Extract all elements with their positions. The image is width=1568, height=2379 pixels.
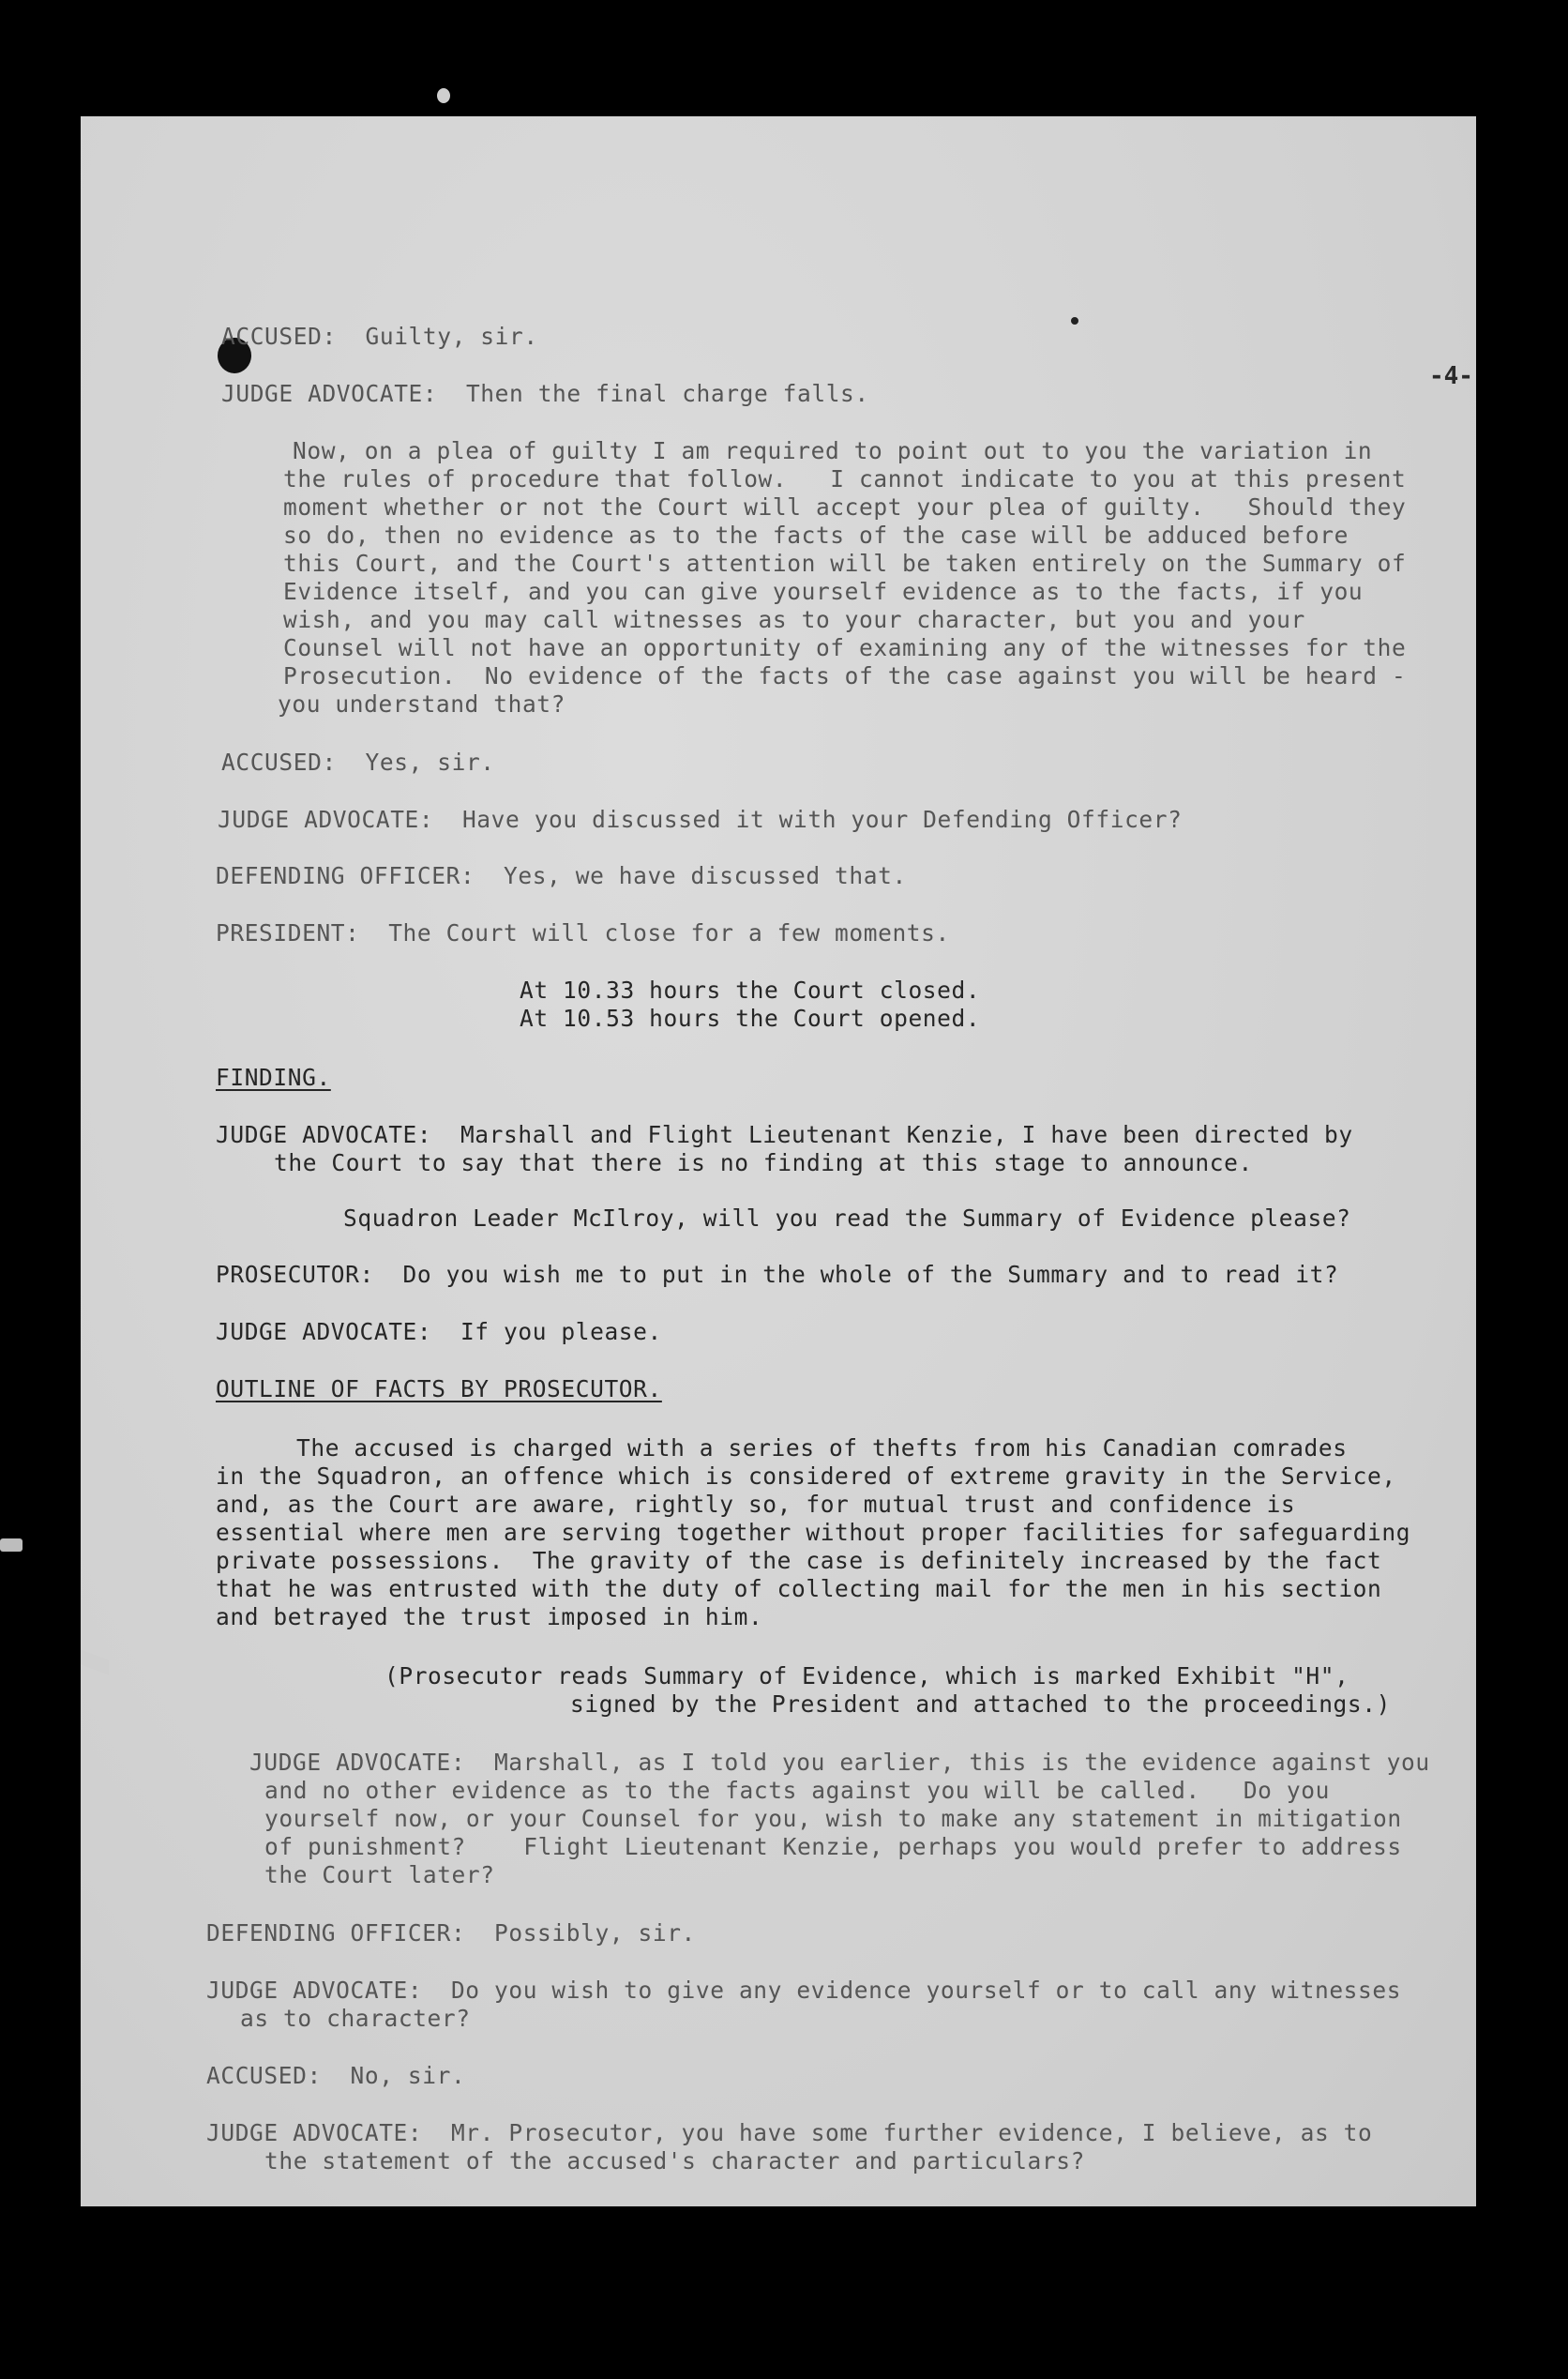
stage-direction-line: (Prosecutor reads Summary of Evidence, which is marked Exhibit "H", bbox=[384, 1662, 1349, 1690]
judge-advocate-line: JUDGE ADVOCATE: Mr. Prosecutor, you have some further evidence, I believe, as to bbox=[206, 2119, 1373, 2146]
outline-line: and betrayed the trust imposed in him. bbox=[216, 1603, 763, 1630]
judge-advocate-line-cont: the Court to say that there is no finding at this stage to announce. bbox=[274, 1149, 1253, 1176]
page-number: -4- bbox=[1429, 362, 1473, 390]
outline-heading: OUTLINE OF FACTS BY PROSECUTOR. bbox=[216, 1375, 662, 1402]
scanner-speck bbox=[0, 1538, 23, 1552]
judge-advocate-line-cont: the statement of the accused's character and particulars? bbox=[264, 2147, 1085, 2174]
ink-speck bbox=[1071, 317, 1078, 325]
document-page bbox=[81, 116, 1476, 2206]
paragraph-line: this Court, and the Court's attention will be taken entirely on the Summary of bbox=[283, 550, 1407, 577]
outline-line: and, as the Court are aware, rightly so, for mutual trust and confidence is bbox=[216, 1491, 1296, 1518]
prosecutor-line: PROSECUTOR: Do you wish me to put in the whole of the Summary and to read it? bbox=[216, 1261, 1339, 1288]
accused-line: ACCUSED: No, sir. bbox=[206, 2062, 466, 2089]
judge-advocate-line: JUDGE ADVOCATE: Then the final charge falls. bbox=[221, 380, 869, 407]
paragraph-line: Evidence itself, and you can give yourself evidence as to the facts, if you bbox=[283, 578, 1364, 605]
outline-line: private possessions. The gravity of the case is definitely increased by the fact bbox=[216, 1547, 1382, 1574]
judge-advocate-line-cont: Squadron Leader McIlroy, will you read the Summary of Evidence please? bbox=[343, 1205, 1351, 1232]
judge-advocate-line-cont: yourself now, or your Counsel for you, wish to make any statement in mitigation bbox=[264, 1805, 1402, 1832]
paragraph-line: the rules of procedure that follow. I cannot indicate to you at this present bbox=[283, 465, 1407, 492]
paper-edge-mark bbox=[81, 1650, 109, 1675]
scanner-speck bbox=[437, 88, 450, 103]
stage-direction-line: signed by the President and attached to the proceedings.) bbox=[570, 1690, 1391, 1718]
paragraph-line: Now, on a plea of guilty I am required to point out to you the variation in bbox=[293, 437, 1373, 464]
court-closed-line: At 10.33 hours the Court closed. bbox=[520, 977, 981, 1004]
judge-advocate-line-cont: the Court later? bbox=[264, 1861, 495, 1888]
defending-officer-line: DEFENDING OFFICER: Yes, we have discussed that. bbox=[216, 862, 907, 889]
paragraph-line: moment whether or not the Court will accept your plea of guilty. Should they bbox=[283, 493, 1407, 521]
outline-line: essential where men are serving together without proper facilities for safeguarding bbox=[216, 1519, 1411, 1546]
accused-line: ACCUSED: Yes, sir. bbox=[221, 749, 495, 776]
court-opened-line: At 10.53 hours the Court opened. bbox=[520, 1005, 981, 1032]
judge-advocate-line: JUDGE ADVOCATE: Marshall, as I told you earlier, this is the evidence against you bbox=[249, 1749, 1430, 1776]
judge-advocate-line-cont: of punishment? Flight Lieutenant Kenzie, perhaps you would prefer to address bbox=[264, 1833, 1402, 1860]
finding-heading: FINDING. bbox=[216, 1064, 331, 1091]
judge-advocate-line: JUDGE ADVOCATE: Marshall and Flight Lieutenant Kenzie, I have been directed by bbox=[216, 1121, 1353, 1148]
paragraph-line: so do, then no evidence as to the facts of the case will be adduced before bbox=[283, 522, 1349, 549]
accused-line: ACCUSED: Guilty, sir. bbox=[221, 323, 538, 350]
paragraph-line: you understand that? bbox=[278, 690, 566, 718]
outline-line: that he was entrusted with the duty of collecting mail for the men in his section bbox=[216, 1575, 1382, 1602]
defending-officer-line: DEFENDING OFFICER: Possibly, sir. bbox=[206, 1919, 696, 1947]
paragraph-line: Prosecution. No evidence of the facts of the case against you will be heard - bbox=[283, 662, 1407, 689]
judge-advocate-line: JUDGE ADVOCATE: If you please. bbox=[216, 1318, 662, 1345]
outline-line: The accused is charged with a series of thefts from his Canadian comrades bbox=[296, 1434, 1348, 1462]
judge-advocate-line-cont: and no other evidence as to the facts against you will be called. Do you bbox=[264, 1777, 1330, 1804]
paragraph-line: Counsel will not have an opportunity of examining any of the witnesses for the bbox=[283, 634, 1407, 661]
outline-line: in the Squadron, an offence which is considered of extreme gravity in the Service, bbox=[216, 1462, 1396, 1490]
judge-advocate-line: JUDGE ADVOCATE: Do you wish to give any evidence yourself or to call any witnesses bbox=[206, 1977, 1402, 2004]
judge-advocate-line-cont: as to character? bbox=[240, 2005, 471, 2032]
judge-advocate-line: JUDGE ADVOCATE: Have you discussed it with your Defending Officer? bbox=[218, 806, 1183, 833]
president-line: PRESIDENT: The Court will close for a few moments. bbox=[216, 919, 950, 947]
paragraph-line: wish, and you may call witnesses as to your character, but you and your bbox=[283, 606, 1305, 633]
